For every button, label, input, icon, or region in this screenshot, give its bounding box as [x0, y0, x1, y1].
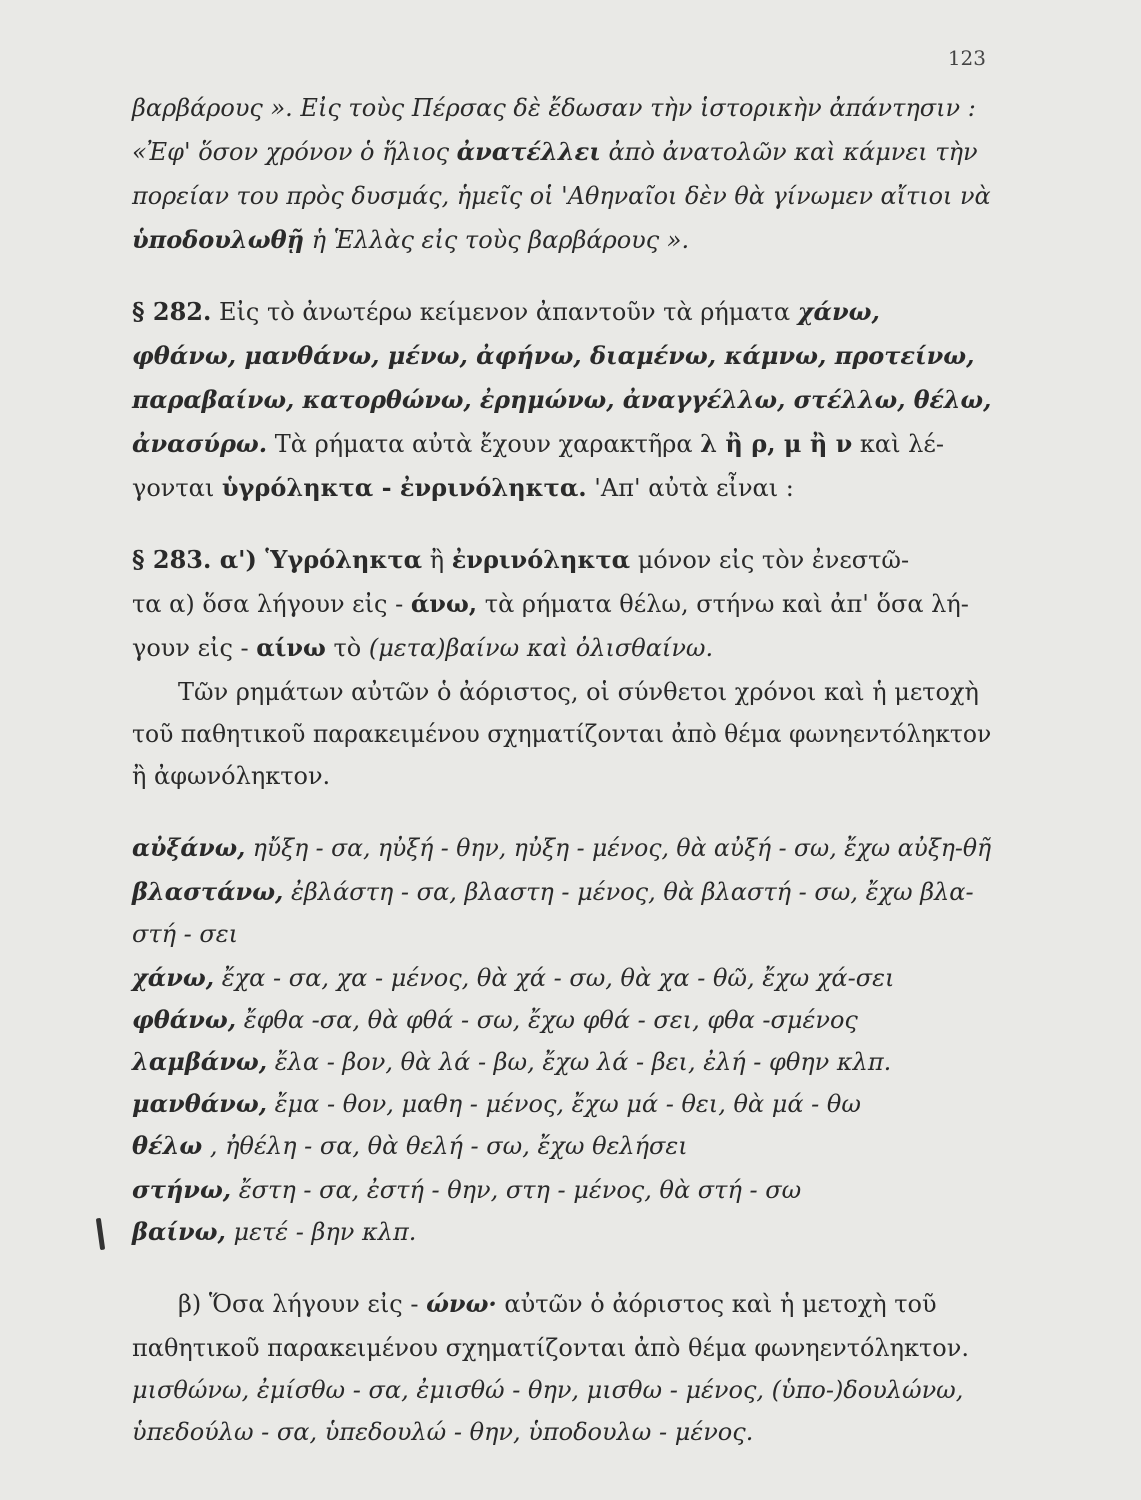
conj-verb: λαμβάνω, — [132, 1047, 268, 1076]
s282-text-4b: Τὰ ρήματα αὐτὰ ἔχουν χαρακτῆρα — [267, 430, 701, 458]
conj-row — [132, 1047, 892, 1076]
s282-characters: λ ἢ ρ, μ ἢ ν — [700, 429, 853, 458]
s283-text-1d: μόνον εἰς τὸν ἐνεστῶ- — [630, 546, 910, 574]
s282-text-4d: καὶ λέ- — [852, 430, 944, 458]
s282-line-1 — [132, 297, 880, 326]
conj-verb: βαίνω, — [132, 1217, 226, 1246]
conj-row — [132, 1005, 858, 1034]
s282-line-4 — [132, 429, 944, 458]
s282-verbs-2: φθάνω, μανθάνω, μένω, ἀφήνω, διαμένω, κάμνω, προτείνω, — [132, 341, 975, 370]
intro-text-2a: «Ἐφ' ὅσον χρόνον ὁ ἥλιος — [132, 138, 457, 166]
intro-text-1: βαρβάρους ». Εἰς τοὺς Πέρσας δὲ ἔδωσαν τὴν ἱστορικὴν ἀπάντησιν : — [132, 94, 976, 122]
beta-text-1c: αὐτῶν ὁ ἀόριστος καὶ ἡ μετοχὴ τοῦ — [496, 1290, 937, 1318]
conj-verb: στήνω, — [132, 1175, 232, 1204]
conj-forms: ἔμα - θον, μαθη - μένος, ἔχω μά - θει, θὰ μά - θω — [267, 1090, 861, 1118]
conj-forms: στή - σει — [132, 920, 239, 948]
intro-line-2 — [132, 137, 978, 166]
conj-forms: , ἠθέλη - σα, θὰ θελή - σω, ἔχω θελήσει — [202, 1132, 688, 1160]
conj-forms: ἐβλάστη - σα, βλαστη - μένος, θὰ βλαστή - σω, ἔχω βλα- — [283, 878, 974, 906]
conj-forms: ἔλα - βον, θὰ λά - βω, ἔχω λά - βει, ἐλή - φθην κλπ. — [267, 1048, 892, 1076]
s283-text-2c: τὰ ρήματα θέλω, στήνω καὶ ἀπ' ὅσα λή- — [477, 590, 969, 618]
beta-text-4: ὑπεδούλω - σα, ὑπεδουλώ - θην, ὑποδουλω - μένος. — [132, 1418, 754, 1446]
s283-line-2 — [132, 589, 969, 618]
s283-text-3c: τὸ — [325, 634, 369, 662]
conj-row — [132, 833, 992, 862]
conj-row — [132, 963, 895, 992]
s283-para-line-3 — [132, 764, 330, 788]
page-number: 123 — [947, 46, 986, 70]
s282-line-3 — [132, 385, 992, 414]
s283-ending-ano: άνω, — [410, 589, 478, 618]
s283-text-1b: ἢ — [422, 546, 452, 574]
beta-line-2 — [132, 1336, 969, 1360]
intro-line-3 — [132, 184, 991, 208]
s283-text-3a: γουν εἰς - — [132, 634, 257, 662]
conj-row — [132, 1175, 802, 1204]
s282-term: ὑγρόληκτα - ἐνρινόληκτα. — [221, 473, 587, 502]
conj-row — [132, 877, 974, 906]
intro-line-4 — [132, 225, 690, 254]
conj-row — [132, 922, 238, 946]
conj-forms: ηὔξη - σα, ηὐξή - θην, ηὐξη - μένος, θὰ αὐξή - σω, ἔχω αὐξη-θῆ — [245, 834, 992, 862]
beta-text-3: μισθώνω, ἐμίσθω - σα, ἐμισθώ - θην, μισθω - μένος, (ὑπο-)δουλώνω, — [132, 1376, 964, 1404]
s283-para-3: ἢ ἀφωνόληκτον. — [132, 762, 331, 790]
conj-verb: αὐξάνω, — [132, 833, 246, 862]
s283-ending-aino: αίνω — [256, 633, 326, 662]
conj-row — [132, 1217, 417, 1246]
s282-verb-4: ἀνασύρω. — [132, 429, 268, 458]
conj-row — [132, 1131, 688, 1160]
conj-forms: ἔστη - σα, ἐστή - θην, στη - μένος, θὰ στή - σω — [231, 1176, 802, 1204]
beta-text-1a: β) Ὅσα λήγουν εἰς - — [178, 1290, 427, 1318]
intro-line-1 — [132, 96, 976, 120]
beta-line-3 — [132, 1378, 963, 1402]
beta-text-2: παθητικοῦ παρακειμένου σχηματίζονται ἀπὸ θέμα φωνηεντόληκτον. — [132, 1334, 969, 1362]
intro-text-3: πορείαν του πρὸς δυσμάς, ἡμεῖς οἱ 'Αθηναῖοι δὲν θὰ γίνωμεν αἴτιοι νὰ — [132, 182, 991, 210]
s282-text-5a: γονται — [132, 474, 222, 502]
conj-verb: μανθάνω, — [132, 1089, 268, 1118]
section-282-number: § 282. — [132, 297, 212, 326]
section-283-number: § 283. α') — [132, 545, 257, 574]
s282-text-5c: 'Απ' αὐτὰ εἶναι : — [586, 474, 794, 502]
conj-row — [132, 1089, 861, 1118]
s282-verbs-3: παραβαίνω, κατορθώνω, ἐρημώνω, ἀναγγέλλω, στέλλω, θέλω, — [132, 385, 992, 414]
beta-line-4 — [132, 1420, 753, 1444]
conj-forms: ἔχα - σα, χα - μένος, θὰ χά - σω, θὰ χα - θῶ, ἔχω χά-σει — [214, 964, 895, 992]
conj-verb: φθάνω, — [132, 1005, 237, 1034]
s283-para-1: Τῶν ρημάτων αὐτῶν ὁ ἀόριστος, οἱ σύνθετοι χρόνοι καὶ ἡ μετοχὴ — [178, 678, 979, 706]
intro-text-2c: ἀπὸ ἀνατολῶν καὶ κάμνει τὴν — [600, 138, 978, 166]
conj-verb: θέλω — [132, 1131, 203, 1160]
beta-line-1 — [178, 1289, 937, 1318]
beta-ending-ono: ώνω· — [426, 1289, 497, 1318]
s283-para-line-2 — [132, 722, 991, 746]
s282-line-2 — [132, 341, 975, 370]
conj-forms: μετέ - βην κλπ. — [225, 1218, 417, 1246]
intro-text-4b: ἡ Ἑλλὰς εἰς τοὺς βαρβάρους ». — [304, 226, 690, 254]
conj-verb: χάνω, — [132, 963, 215, 992]
conj-verb: βλαστάνω, — [132, 877, 284, 906]
s283-term-1: Ὑγρόληκτα — [256, 545, 423, 574]
margin-pen-mark — [96, 1218, 105, 1250]
intro-bold-verb-2: ὑποδουλωθῇ — [132, 225, 305, 254]
s283-line-3 — [132, 633, 714, 662]
s282-verb-1: χάνω, — [797, 297, 880, 326]
conj-forms: ἔφθα -σα, θὰ φθά - σω, ἔχω φθά - σει, φθα -σμένος — [236, 1006, 858, 1034]
s282-text-1a: Εἰς τὸ ἀνωτέρω κείμενον ἀπαντοῦν τὰ ρήματα — [211, 298, 798, 326]
s282-line-5 — [132, 473, 794, 502]
s283-text-3d: (μετα)βαίνω καὶ ὀλισθαίνω. — [368, 634, 714, 662]
s283-text-2a: τα α) ὅσα λήγουν εἰς - — [132, 590, 411, 618]
intro-bold-verb: ἀνατέλλει — [456, 137, 601, 166]
s283-line-1 — [132, 545, 910, 574]
s283-para-line-1 — [178, 680, 979, 704]
s283-para-2: τοῦ παθητικοῦ παρακειμένου σχηματίζονται ἀπὸ θέμα φωνηεντόληκτον — [132, 720, 992, 748]
s283-term-2: ἐνρινόληκτα — [451, 545, 631, 574]
